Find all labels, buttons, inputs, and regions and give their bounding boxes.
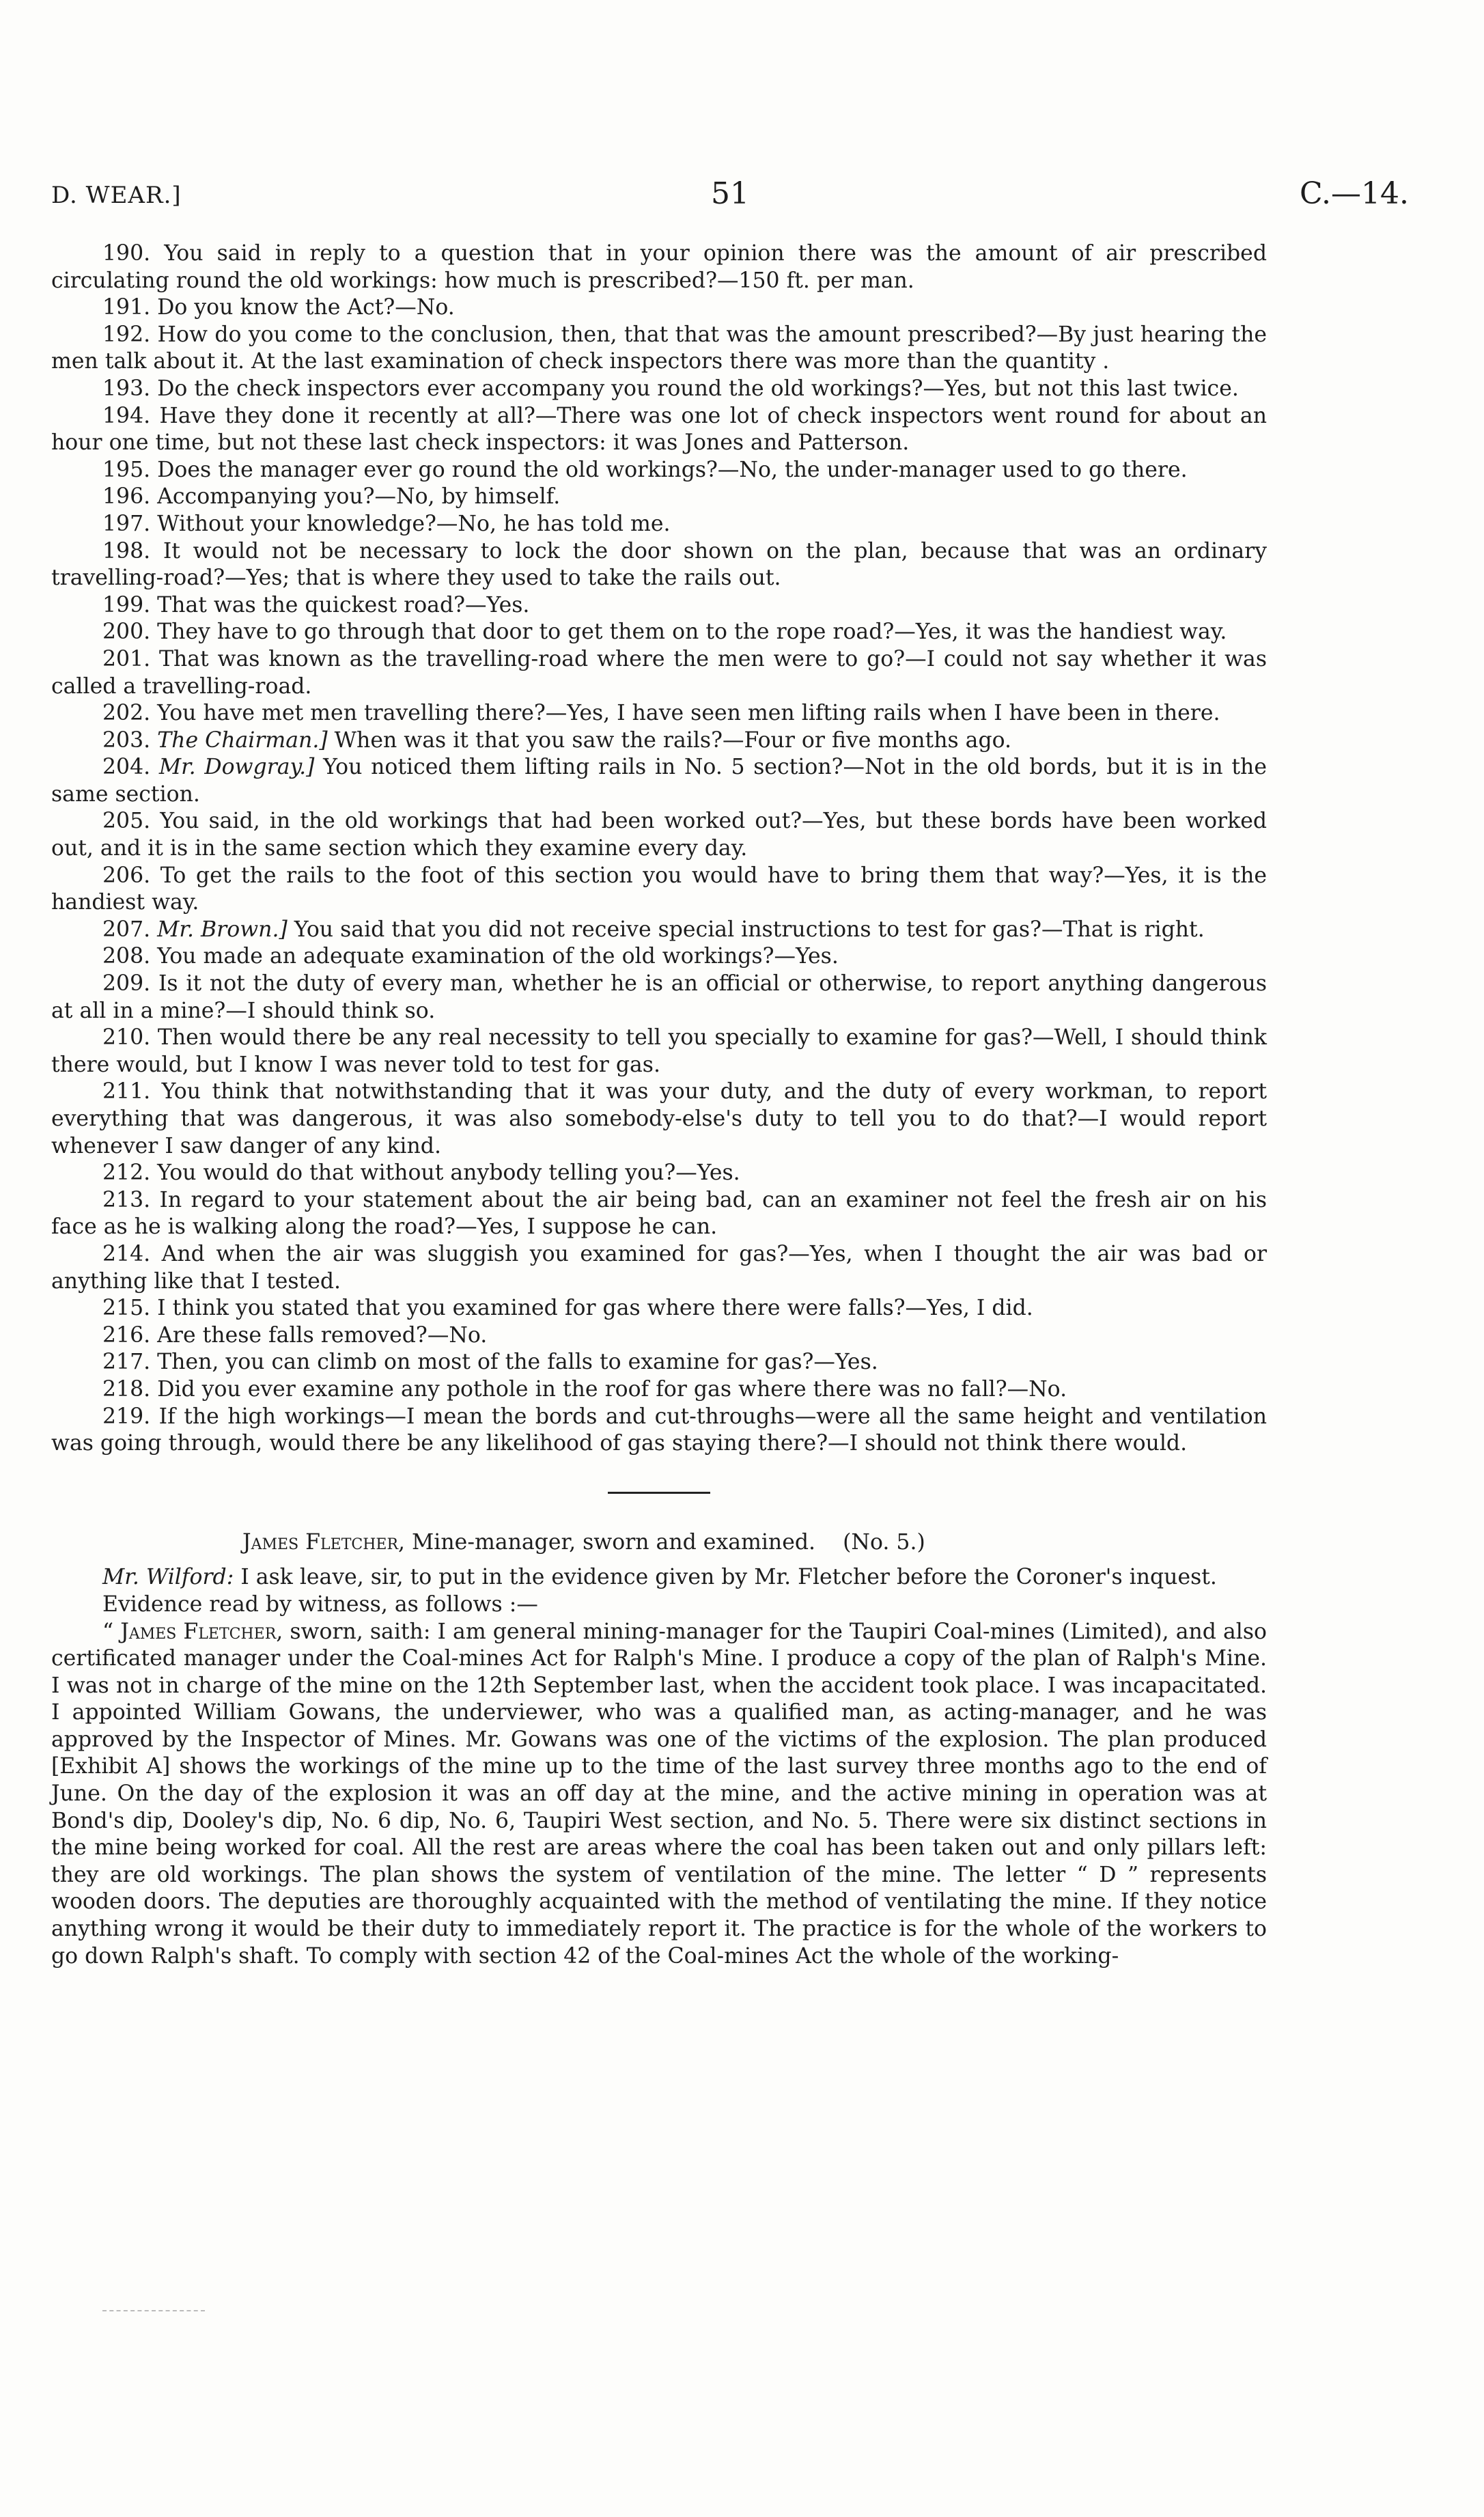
question-number: 192. [102,322,151,347]
question-paragraph [51,943,1267,971]
question-paragraph [51,484,1267,511]
question-number: 204. [102,755,151,780]
question-list [51,240,1267,1458]
question-paragraph [51,1322,1267,1350]
evidence-read-line: Evidence read by witness, as follows :— [102,1591,538,1617]
question-paragraph [51,1349,1267,1376]
question-text: Accompanying you?—No, by himself. [157,484,561,510]
question-number: 198. [102,538,151,564]
question-text: You made an adequate examination of the old workings?—Yes. [157,944,839,969]
question-paragraph [51,592,1267,620]
speaker: Mr. Wilford: [102,1565,234,1590]
question-number: 193. [102,376,151,401]
question-text: Did you ever examine any pothole in the roof for gas where there was no fall?—No. [157,1376,1067,1402]
question-paragraph [51,240,1267,294]
witness-name: James Fletcher [242,1529,399,1555]
question-paragraph [51,1404,1267,1458]
question-text: To get the rails to the foot of this section you would have to bring them that way?—Yes, it is the handiest way. [51,863,1268,915]
document-body [51,240,1267,1970]
question-number: 190. [102,241,151,266]
question-text: You said that you did not receive special instructions to test for gas?—That is right. [294,917,1205,942]
question-number: 201. [102,646,151,671]
question-text: That was known as the travelling-road where the men were to go?—I could not say whether it was called a travelling-road. [51,646,1268,699]
speaker: Mr. Dowgray.] [158,755,315,780]
question-text: How do you come to the conclusion, then, that that was the amount prescribed?—By just hearing the men talk about it. At the last examination of check inspectors there was more than the quantity . [51,322,1268,374]
witness-description: , Mine-manager, sworn and examined. [398,1529,816,1555]
question-paragraph [51,1079,1267,1160]
question-number: 200. [102,620,151,645]
question-number: 207. [102,917,151,942]
question-number: 208. [102,944,151,969]
question-text: Does the manager ever go round the old workings?—No, the under-manager used to go there. [157,457,1188,482]
question-text: You said in reply to a question that in your opinion there was the amount of air prescribed circulating round the old workings: how much is prescribed?—150 ft. per man. [51,241,1267,293]
question-text: In regard to your statement about the air being bad, can an examiner not feel the fresh air on his face as he is walking along the road?—Yes, I suppose he can. [51,1187,1267,1240]
question-text: It would not be necessary to lock the door shown on the plan, because that was an ordinary travelling-road?—Yes; that is where they used to take the rails out. [51,538,1267,591]
question-text: They have to go through that door to get them on to the rope road?—Yes, it was the handiest way. [157,620,1227,645]
question-text: Without your knowledge?—No, he has told me. [157,511,671,536]
question-number: 209. [102,971,151,997]
question-text: Do the check inspectors ever accompany you round the old workings?—Yes, but not this last twice. [157,376,1239,401]
paper-reference: C.—14. [1299,176,1409,211]
question-paragraph [51,971,1267,1025]
question-paragraph [51,619,1267,646]
question-number: 194. [102,403,151,428]
question-paragraph [51,511,1267,538]
question-paragraph [51,917,1267,944]
question-text: If the high workings—I mean the bords and cut-throughs—were all the same height and ventilation was going through, would there be any likelihood of gas staying there?—I should not think there would. [51,1404,1268,1456]
speaker: Mr. Brown.] [157,917,288,942]
question-number: 213. [102,1187,151,1212]
question-text: Have they done it recently at all?—There was one lot of check inspectors went round for about an hour one time, but not these last check inspectors: it was Jones and Patterson. [51,403,1268,456]
question-paragraph [51,863,1267,917]
question-text: You think that notwithstanding that it was your duty, and the duty of every workman, to report everything that was dangerous, it was also somebody-else's duty to tell you to do that?—I would report whenever I saw danger of any kind. [51,1079,1267,1158]
question-paragraph [51,376,1267,403]
question-paragraph [51,457,1267,484]
open-quote: “ [102,1619,121,1644]
statement-text: , sworn, saith: I am general mining-manager for the Taupiri Coal-mines (Limited), and also certificated manager under the Coal-mines Act for Ralph's Mine. I produce a copy of the plan of Ralph's Mine. I was not in charge of the mine on the 12th September last, when the accident took place. I was incapacitated. I appointed William Gowans, the underviewer, who was a qualified man, as acting-manager, and he was approved by the Inspector of Mines. Mr. Gowans was one of the victims of the explosion. The plan produced [Exhibit A] shows the workings of the mine up to the time of the last survey three months ago to the end of June. On the day of the explosion it was an off day at the mine, and the active mining in operation was at Bond's dip, Dooley's dip, No. 6 dip, No. 6, Taupiri West section, and No. 5. There were six distinct sections in the mine being worked for coal. All the rest are areas where the coal has been taken out and only pillars left: they are old workings. The plan shows the system of ventilation of the mine. The letter “ D ” represents wooden doors. The deputies are thoroughly acquainted with the method of ventilating the mine. If they notice anything wrong it would be their duty to immediately report it. The practice is for the whole of the workers to go down Ralph's shaft. To comply with section 42 of the Coal-mines Act the whole of the working- [51,1619,1268,1969]
question-number: 191. [102,295,151,320]
question-number: 219. [102,1404,151,1429]
page-header [51,176,1409,217]
fletcher-statement [51,1619,1267,1971]
speaker: The Chairman.] [157,727,328,753]
question-paragraph [51,1376,1267,1404]
question-text: Do you know the Act?—No. [157,295,455,320]
question-number: 215. [102,1296,151,1321]
question-text: When was it that you saw the rails?—Four or five months ago. [334,727,1012,753]
question-paragraph [51,1241,1267,1295]
question-paragraph [51,1160,1267,1187]
question-paragraph [51,700,1267,727]
question-text: Are these falls removed?—No. [157,1322,488,1348]
question-paragraph [51,727,1267,755]
question-number: 202. [102,701,151,726]
question-text: I think you stated that you examined for gas where there were falls?—Yes, I did. [157,1296,1033,1321]
witness-heading [51,1529,1267,1557]
question-number: 211. [102,1079,151,1104]
question-number: 216. [102,1322,151,1348]
statement-text: I ask leave, sir, to put in the evidence given by Mr. Fletcher before the Coroner's inquest. [240,1565,1217,1590]
question-number: 217. [102,1350,151,1375]
question-number: 196. [102,484,151,510]
question-paragraph [51,754,1267,808]
question-text: You said, in the old workings that had been worked out?—Yes, but these bords have been worked out, and it is in the same section which they examine every day. [51,809,1267,861]
witness-number: (No. 5.) [843,1529,925,1555]
section-divider [608,1492,710,1494]
question-paragraph [51,1025,1267,1079]
page-number: 51 [711,176,749,211]
question-text: You would do that without anybody telling you?—Yes. [157,1160,740,1186]
question-paragraph [51,1187,1267,1241]
statement-name: James Fletcher [120,1619,277,1644]
question-number: 206. [102,863,151,888]
question-number: 203. [102,727,151,753]
question-text: You have met men travelling there?—Yes, I have seen men lifting rails when I have been in there. [157,701,1220,726]
question-number: 218. [102,1376,151,1402]
question-paragraph [51,808,1267,862]
question-number: 214. [102,1241,151,1266]
question-number: 199. [102,592,151,617]
question-number: 210. [102,1025,151,1051]
question-text: Is it not the duty of every man, whether he is an official or otherwise, to report anything dangerous at all in a mine?—I should think so. [51,971,1268,1023]
question-text: Then, you can climb on most of the falls to examine for gas?—Yes. [157,1350,878,1375]
question-number: 195. [102,457,151,482]
question-paragraph [51,538,1267,592]
question-text: Then would there be any real necessity to tell you specially to examine for gas?—Well, I should think there would, but I know I was never told to test for gas. [51,1025,1267,1077]
question-text: That was the quickest road?—Yes. [157,592,530,617]
question-paragraph [51,322,1267,376]
question-number: 212. [102,1160,151,1186]
question-paragraph [51,646,1267,700]
question-number: 197. [102,511,151,536]
question-number: 205. [102,809,151,834]
margin-mark [102,2310,205,2314]
wilford-statement [51,1564,1267,1591]
question-paragraph [51,294,1267,322]
question-paragraph [51,403,1267,457]
header-witness: D. WEAR.] [51,182,182,209]
question-text: And when the air was sluggish you examined for gas?—Yes, when I thought the air was bad or anything like that I tested. [51,1241,1268,1294]
question-text: You noticed them lifting rails in No. 5 section?—Not in the old bords, but it is in the same section. [51,755,1267,807]
question-paragraph [51,1295,1267,1322]
